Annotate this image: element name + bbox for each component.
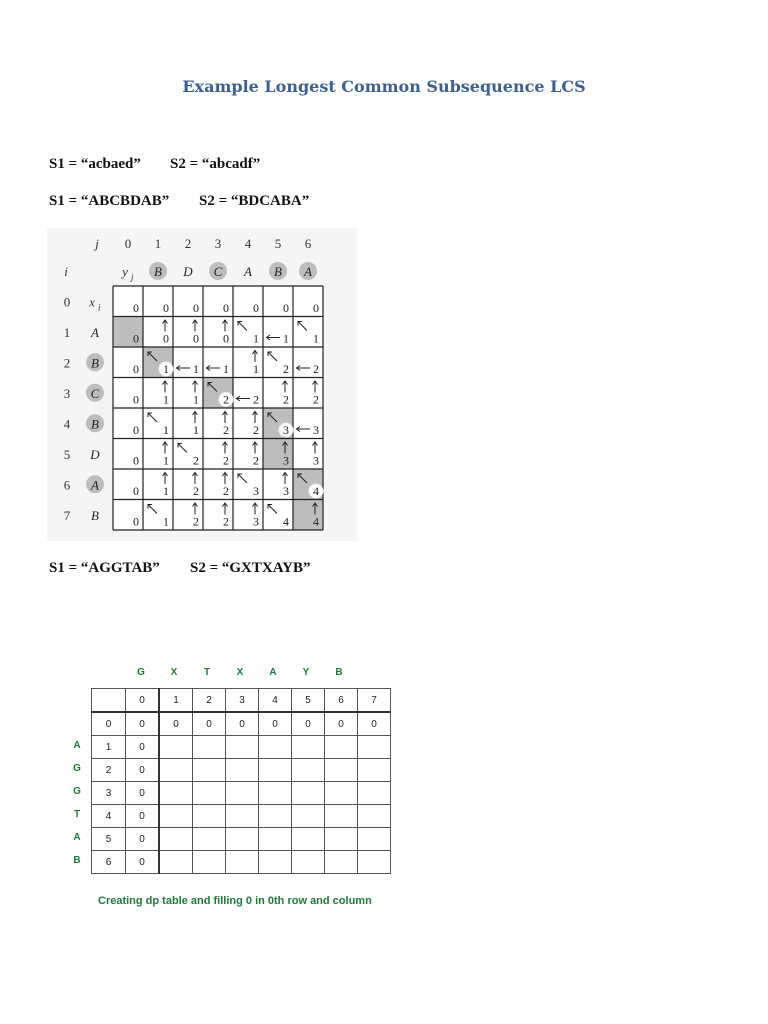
table-cell [259, 736, 292, 759]
y-char: B [154, 264, 162, 279]
table-cell: 5 [292, 689, 325, 713]
cell-value: 3 [253, 514, 259, 529]
string-header-char: G [137, 667, 145, 678]
table-row [92, 689, 391, 713]
table-cell: 0 [126, 736, 160, 759]
string-header-char: X [170, 667, 178, 678]
table-cell [325, 851, 358, 874]
cell-value: 1 [163, 392, 169, 407]
table-cell [325, 736, 358, 759]
table-cell: 0 [126, 851, 160, 874]
row-label-char: T [73, 809, 81, 820]
string-header-char: T [203, 667, 211, 678]
table-cell [325, 782, 358, 805]
table-cell [292, 782, 325, 805]
table-row [92, 712, 391, 736]
s1-string: S1 = “acbaed” [49, 156, 141, 172]
cell-value: 0 [313, 301, 319, 315]
y-char: A [244, 264, 252, 279]
row-index: 2 [63, 355, 71, 371]
dp-table-caption: Creating dp table and filling 0 in 0th row and column [98, 895, 372, 907]
page-title: Example Longest Common Subsequence LCS [182, 77, 586, 96]
row-index: 0 [63, 294, 71, 310]
column-index: 2 [184, 236, 192, 251]
cell-value: 0 [133, 362, 139, 376]
table-cell: 0 [226, 712, 259, 736]
cell-value: 2 [223, 514, 229, 529]
row-index: 7 [63, 507, 71, 523]
table-cell: 0 [193, 712, 226, 736]
row-index: 1 [63, 324, 71, 340]
table-cell: 1 [92, 736, 126, 759]
table-row [92, 828, 391, 851]
table-cell [159, 851, 193, 874]
table-cell: 0 [159, 712, 193, 736]
cell-value: 0 [163, 301, 169, 315]
cell-value: 0 [163, 331, 169, 346]
table-cell [358, 736, 391, 759]
cell-value: 2 [313, 392, 319, 407]
table-cell [159, 782, 193, 805]
cell-value: 2 [193, 484, 199, 498]
table-cell [325, 759, 358, 782]
cell-value: 2 [193, 514, 199, 529]
cell-value: 1 [253, 362, 259, 376]
table-cell [159, 805, 193, 828]
cell-value: 4 [283, 514, 289, 529]
x-char: B [91, 416, 99, 432]
table-cell: 6 [92, 851, 126, 874]
table-cell [259, 782, 292, 805]
cell-value: 3 [313, 423, 319, 437]
cell-value: 2 [253, 453, 259, 468]
table-cell: 0 [325, 712, 358, 736]
table-cell: 4 [259, 689, 292, 713]
table-cell [292, 759, 325, 782]
table-row [92, 736, 391, 759]
table-cell [159, 759, 193, 782]
table-cell [226, 759, 259, 782]
cell-value: 2 [223, 453, 229, 468]
cell-value: 0 [133, 453, 139, 468]
table-cell [358, 805, 391, 828]
cell-value: 0 [133, 301, 139, 315]
cell-value: 3 [283, 484, 289, 498]
s2-string: S2 = “BDCABA” [199, 193, 310, 209]
y-subscript: j [131, 272, 134, 282]
string-header-char: A [269, 667, 277, 678]
cell-value: 0 [223, 301, 229, 315]
y-char: B [274, 264, 282, 279]
table-cell: 0 [126, 782, 160, 805]
string-header-char: X [236, 667, 244, 678]
cell-value: 2 [253, 392, 259, 407]
cell-value: 1 [193, 362, 199, 376]
cell-value: 1 [163, 484, 169, 498]
table-cell [358, 782, 391, 805]
x-subscript: i [98, 302, 101, 313]
table-row [92, 759, 391, 782]
row-index: 6 [63, 477, 71, 493]
string-header-char: Y [302, 667, 310, 678]
cell-value: 2 [283, 392, 289, 407]
cell-value: 3 [313, 453, 319, 468]
cell-value: 0 [133, 331, 139, 346]
table-cell [292, 828, 325, 851]
row-index: 5 [63, 446, 71, 462]
table-cell: 6 [325, 689, 358, 713]
j-label: j [95, 236, 99, 251]
cell-value: 0 [133, 514, 139, 529]
cell-value: 0 [193, 301, 199, 315]
lcs-figure-svg [47, 228, 357, 541]
cell-value: 1 [163, 423, 169, 437]
cell-value: 1 [223, 362, 229, 376]
cell-value: 2 [223, 484, 229, 498]
column-index: 3 [214, 236, 222, 251]
cell-value: 4 [313, 514, 319, 529]
cell-value: 2 [193, 453, 199, 468]
table-cell [358, 759, 391, 782]
cell-value: 1 [283, 331, 289, 346]
table-cell: 2 [193, 689, 226, 713]
s1-string: S1 = “AGGTAB” [49, 560, 160, 576]
i-label: i [64, 264, 68, 279]
x-char: B [91, 507, 99, 523]
table-cell: 4 [92, 805, 126, 828]
cell-value: 4 [313, 484, 319, 498]
table-cell [259, 851, 292, 874]
dp-table [91, 688, 391, 874]
table-cell: 0 [126, 805, 160, 828]
column-index: 0 [124, 236, 132, 251]
s2-string: S2 = “GXTXAYB” [190, 560, 311, 576]
column-index: 1 [154, 236, 162, 251]
cell-value: 2 [313, 362, 319, 376]
row-label-char: A [73, 832, 81, 843]
x-char: A [91, 324, 99, 340]
table-cell: 2 [92, 759, 126, 782]
row-label-char: B [73, 855, 81, 866]
x-label: x [89, 294, 95, 310]
table-cell [226, 851, 259, 874]
cell-value: 2 [283, 362, 289, 376]
cell-value: 1 [313, 331, 319, 346]
table-cell: 0 [126, 828, 160, 851]
x-char: D [90, 446, 100, 462]
table-cell: 0 [126, 759, 160, 782]
table-cell: 0 [126, 712, 160, 736]
example-pair-2 [49, 193, 310, 210]
s1-string: S1 = “ABCBDAB” [49, 193, 170, 209]
table-cell: 3 [226, 689, 259, 713]
table-cell [159, 828, 193, 851]
table-cell [193, 851, 226, 874]
table-cell: 0 [259, 712, 292, 736]
cell-value: 1 [163, 453, 169, 468]
example-pair-1 [49, 156, 261, 173]
cell-value: 1 [253, 331, 259, 346]
table-cell: 5 [92, 828, 126, 851]
table-cell: 3 [92, 782, 126, 805]
cell-value: 1 [193, 392, 199, 407]
table-row [92, 782, 391, 805]
table-cell [226, 805, 259, 828]
cell-value: 3 [253, 484, 259, 498]
table-cell [259, 759, 292, 782]
cell-value: 3 [283, 423, 289, 437]
cell-value: 0 [193, 331, 199, 346]
example-pair-3 [49, 560, 311, 577]
cell-value: 2 [253, 423, 259, 437]
table-cell [226, 736, 259, 759]
table-cell [193, 736, 226, 759]
cell-value: 1 [193, 423, 199, 437]
table-cell [325, 805, 358, 828]
y-char: D [183, 264, 193, 279]
table-cell [193, 759, 226, 782]
cell-value: 0 [133, 484, 139, 498]
row-label-char: A [73, 740, 81, 751]
y-label: y [122, 264, 128, 279]
table-cell [193, 782, 226, 805]
table-cell [259, 805, 292, 828]
table-cell: 0 [292, 712, 325, 736]
cell-value: 0 [133, 392, 139, 407]
table-cell [259, 828, 292, 851]
x-char: A [91, 477, 99, 493]
cell-value: 0 [223, 331, 229, 346]
row-label-char: G [73, 786, 81, 797]
row-label-char: G [73, 763, 81, 774]
cell-value: 1 [163, 514, 169, 529]
table-cell: 0 [92, 712, 126, 736]
cell-value: 0 [283, 301, 289, 315]
x-char: B [91, 355, 99, 371]
lcs-figure [47, 228, 357, 541]
table-cell [226, 828, 259, 851]
column-index: 6 [304, 236, 312, 251]
table-cell: 0 [126, 689, 160, 713]
row-index: 3 [63, 385, 71, 401]
table-cell: 1 [159, 689, 193, 713]
cell-value: 2 [223, 392, 229, 407]
table-cell: 7 [358, 689, 391, 713]
y-char: A [304, 264, 312, 279]
cell-value: 0 [133, 423, 139, 437]
table-cell [193, 805, 226, 828]
table-row [92, 851, 391, 874]
table-row [92, 805, 391, 828]
table-cell [292, 736, 325, 759]
cell-value: 3 [283, 453, 289, 468]
table-cell [325, 828, 358, 851]
string-header-char: B [335, 667, 343, 678]
table-cell [358, 828, 391, 851]
s2-string: S2 = “abcadf” [170, 156, 261, 172]
cell-value: 2 [223, 423, 229, 437]
table-cell [226, 782, 259, 805]
column-index: 4 [244, 236, 252, 251]
table-cell [292, 851, 325, 874]
cell-value: 0 [253, 301, 259, 315]
table-cell [358, 851, 391, 874]
table-cell [292, 805, 325, 828]
table-cell [159, 736, 193, 759]
row-index: 4 [63, 416, 71, 432]
table-cell [193, 828, 226, 851]
table-cell: 0 [358, 712, 391, 736]
y-char: C [213, 264, 223, 279]
table-cell [92, 689, 126, 713]
column-index: 5 [274, 236, 282, 251]
cell-value: 1 [163, 362, 169, 376]
x-char: C [90, 385, 100, 401]
